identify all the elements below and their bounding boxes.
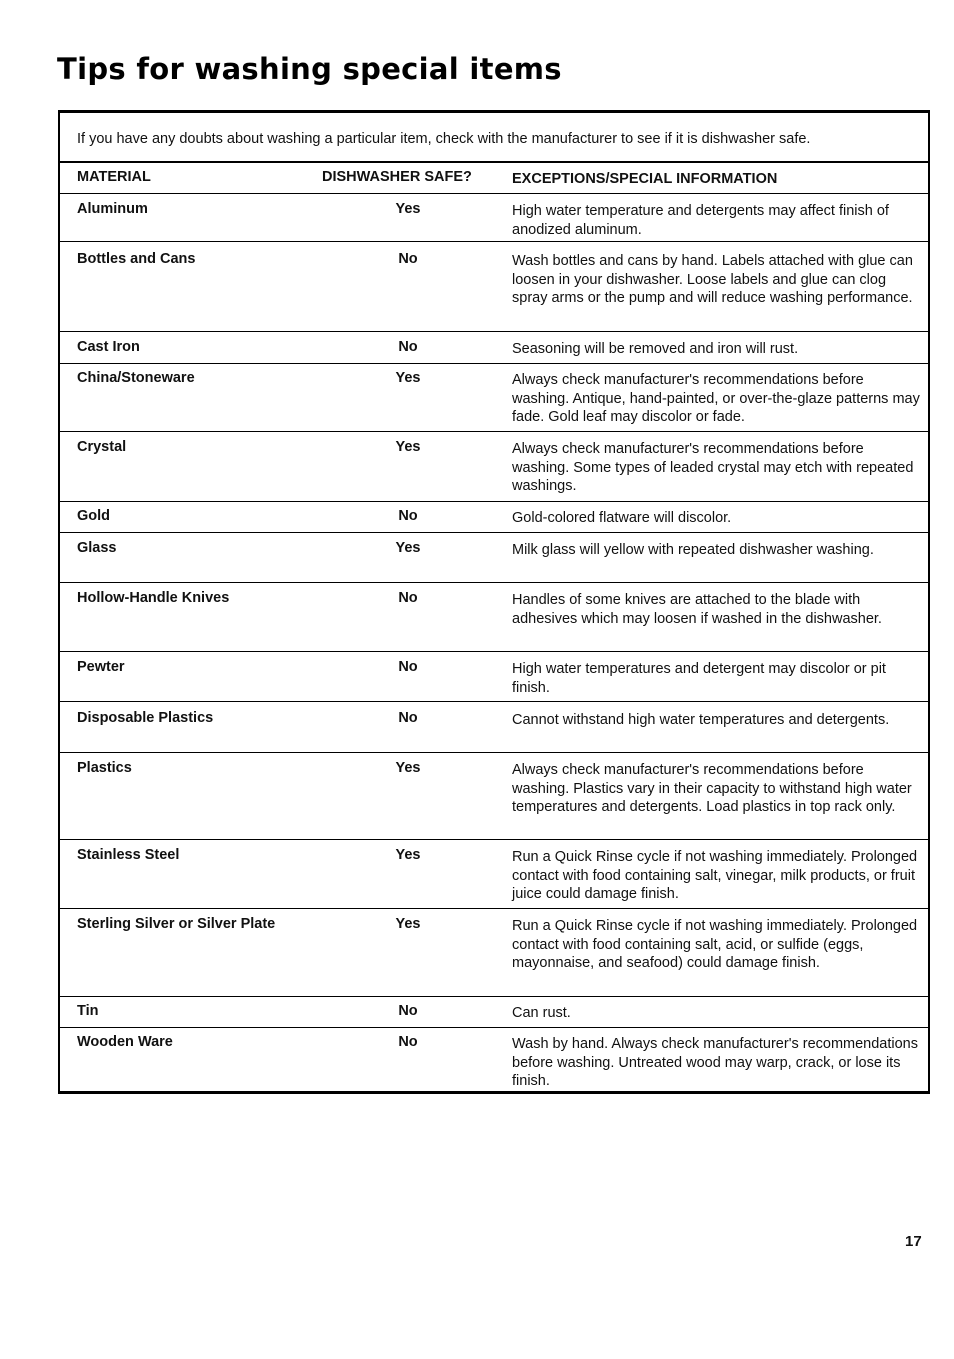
safe-cell: No xyxy=(398,1034,418,1050)
header-dishwasher-safe: DISHWASHER SAFE? xyxy=(322,169,472,185)
row-divider xyxy=(60,1027,928,1028)
material-cell: Hollow-Handle Knives xyxy=(77,590,230,606)
row-divider xyxy=(60,431,928,432)
row-divider xyxy=(60,651,928,652)
page-title: Tips for washing special items xyxy=(57,52,562,86)
info-cell: High water temperatures and detergent may discolor or pit finish. xyxy=(512,661,886,696)
info-cell: Always check manufacturer's recommendations before washing. Plastics vary in their capacity to withstand high water temperatures and detergents. Load plastics in top rack only. xyxy=(512,762,912,815)
info-cell: Gold-colored flatware will discolor. xyxy=(512,510,732,526)
intro-divider xyxy=(60,161,928,163)
header-divider xyxy=(60,193,928,194)
info-cell: Run a Quick Rinse cycle if not washing immediately. Prolonged contact with food containing salt, vinegar, milk products, or fruit juice could damage finish. xyxy=(512,849,918,902)
material-cell: Pewter xyxy=(77,659,125,675)
material-cell: Wooden Ware xyxy=(77,1034,173,1050)
header-exceptions: EXCEPTIONS/SPECIAL INFORMATION xyxy=(512,171,778,187)
material-cell: Aluminum xyxy=(77,201,148,217)
row-divider xyxy=(60,582,928,583)
row-divider xyxy=(60,839,928,840)
header-material: MATERIAL xyxy=(77,169,151,185)
safe-cell: No xyxy=(398,251,418,267)
safe-cell: No xyxy=(398,1003,418,1019)
safe-cell: No xyxy=(398,710,418,726)
safe-cell: Yes xyxy=(395,760,421,776)
info-cell: Wash bottles and cans by hand. Labels attached with glue can loosen in your dishwasher. Loose labels and glue can clog spray arms or the pump and will reduce washing performance. xyxy=(512,253,913,306)
row-divider xyxy=(60,501,928,502)
row-divider xyxy=(60,752,928,753)
safe-cell: Yes xyxy=(395,201,421,217)
material-cell: Sterling Silver or Silver Plate xyxy=(77,916,276,932)
material-cell: Plastics xyxy=(77,760,132,776)
row-divider xyxy=(60,331,928,332)
info-cell: Seasoning will be removed and iron will rust. xyxy=(512,341,799,357)
info-cell: Wash by hand. Always check manufacturer's recommendations before washing. Untreated wood may warp, crack, or lose its finish. xyxy=(512,1036,918,1089)
safe-cell: No xyxy=(398,339,418,355)
safe-cell: Yes xyxy=(395,540,421,556)
material-cell: Stainless Steel xyxy=(77,847,180,863)
safe-cell: Yes xyxy=(395,370,421,386)
row-divider xyxy=(60,996,928,997)
safe-cell: Yes xyxy=(395,847,421,863)
material-cell: Crystal xyxy=(77,439,127,455)
material-cell: Bottles and Cans xyxy=(77,251,196,267)
info-cell: Run a Quick Rinse cycle if not washing immediately. Prolonged contact with food containing salt, acid, or sulfide (eggs, mayonnaise, and seafood) could damage finish. xyxy=(512,918,918,971)
safe-cell: No xyxy=(398,659,418,675)
intro-text: If you have any doubts about washing a particular item, check with the manufacturer to see if it is dishwasher safe. xyxy=(77,131,811,147)
safe-cell: Yes xyxy=(395,916,421,932)
info-cell: Always check manufacturer's recommendations before washing. Some types of leaded crystal may etch with repeated washings. xyxy=(512,441,914,494)
info-cell: Milk glass will yellow with repeated dishwasher washing. xyxy=(512,542,874,558)
material-cell: Disposable Plastics xyxy=(77,710,214,726)
row-divider xyxy=(60,532,928,533)
material-cell: China/Stoneware xyxy=(77,370,195,386)
safe-cell: No xyxy=(398,590,418,606)
info-cell: High water temperature and detergents may affect finish of anodized aluminum. xyxy=(512,203,889,238)
material-cell: Cast Iron xyxy=(77,339,140,355)
row-divider xyxy=(60,908,928,909)
page-number: 17 xyxy=(905,1233,922,1250)
info-cell: Can rust. xyxy=(512,1005,571,1021)
safe-cell: Yes xyxy=(395,439,421,455)
safe-cell: No xyxy=(398,508,418,524)
row-divider xyxy=(60,363,928,364)
row-divider xyxy=(60,701,928,702)
info-cell: Handles of some knives are attached to the blade with adhesives which may loosen if washed in the dishwasher. xyxy=(512,592,882,627)
row-divider xyxy=(60,241,928,242)
info-cell: Cannot withstand high water temperatures and detergents. xyxy=(512,712,890,728)
material-cell: Gold xyxy=(77,508,111,524)
info-cell: Always check manufacturer's recommendations before washing. Antique, hand-painted, or over-the-glaze patterns may fade. Gold leaf may discolor or fade. xyxy=(512,372,920,425)
material-cell: Tin xyxy=(77,1003,99,1019)
tips-table-box xyxy=(58,110,930,1094)
material-cell: Glass xyxy=(77,540,117,556)
